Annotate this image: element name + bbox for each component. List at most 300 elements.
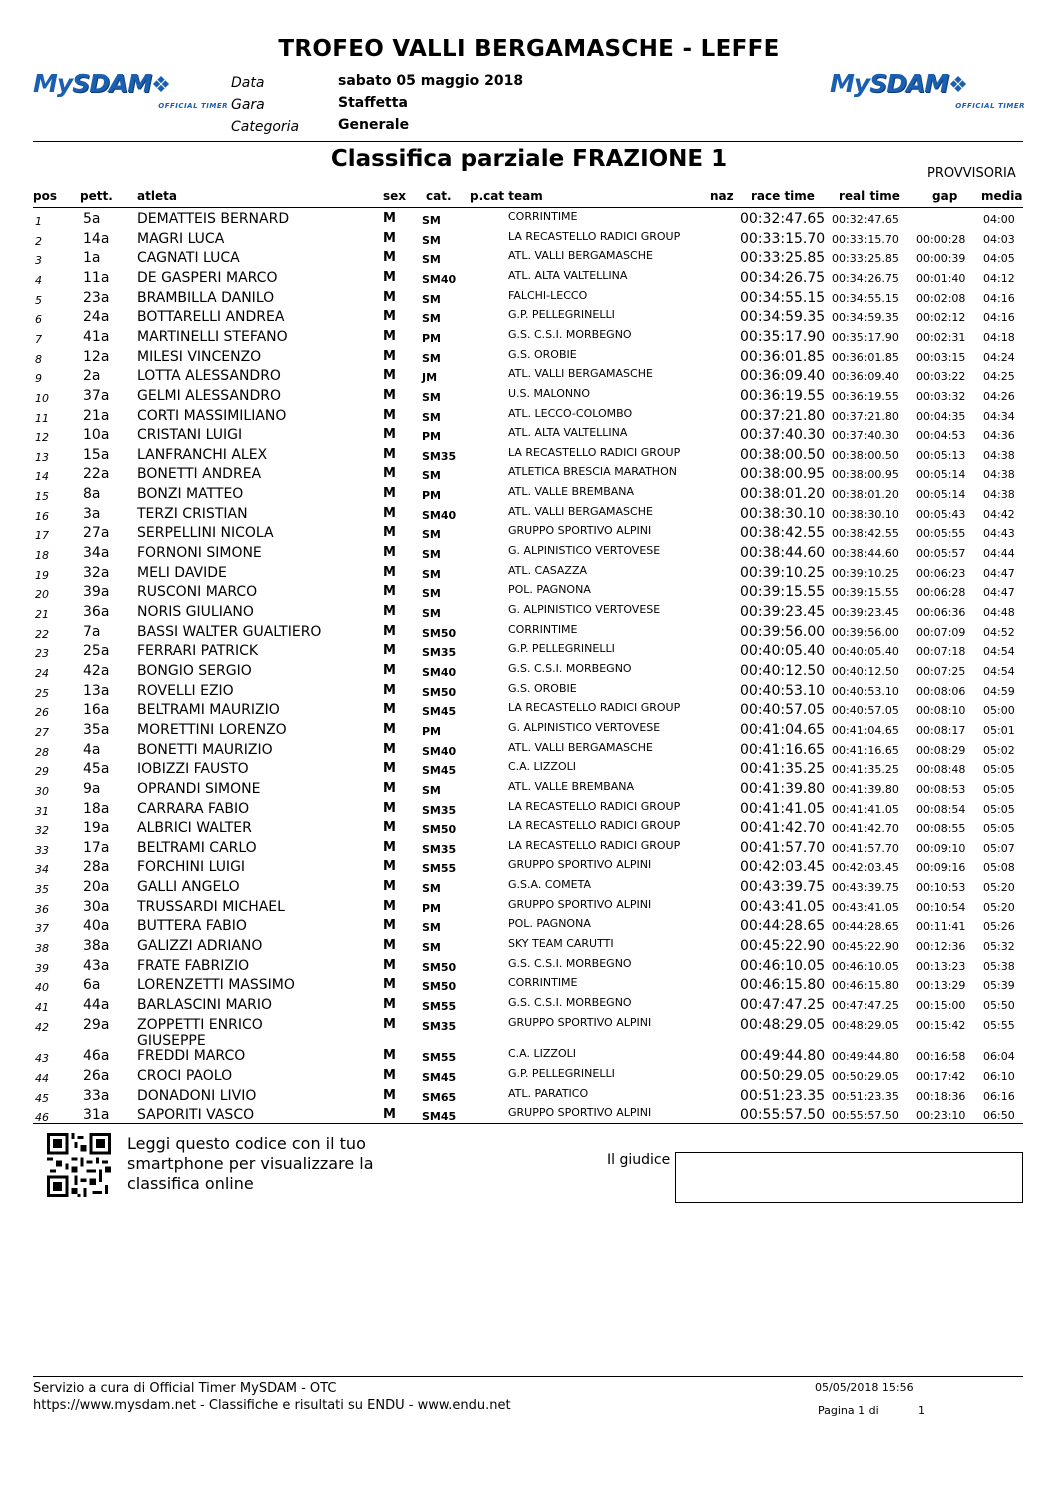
judge-signature-box (675, 1152, 1023, 1203)
row-gap: 00:05:55 (916, 527, 966, 541)
row-category: SM45 (422, 1070, 457, 1084)
row-gap: 00:02:12 (916, 311, 966, 325)
row-gap: 00:07:09 (916, 625, 966, 639)
row-race-time: 00:43:39.75 (740, 879, 826, 896)
table-row (0, 1067, 1058, 1087)
row-bib: 30a (83, 898, 110, 915)
row-race-time: 00:43:41.05 (740, 898, 826, 915)
row-team: G.P. PELLEGRINELLI (508, 1066, 615, 1080)
row-pos: 46 (35, 1111, 49, 1125)
row-pos: 12 (35, 431, 49, 445)
row-team: ATL. LECCO-COLOMBO (508, 406, 633, 420)
row-bib: 14a (83, 230, 110, 247)
row-team: G.P. PELLEGRINELLI (508, 642, 615, 656)
row-pos: 24 (35, 666, 49, 680)
row-race-time: 00:34:55.15 (740, 289, 826, 306)
row-category: SM (422, 882, 441, 896)
mysdam-logo-right: MySDAM❖ OFFICIAL TIMER (830, 69, 1025, 110)
table-row (0, 839, 1058, 859)
table-row (0, 800, 1058, 820)
table-row (0, 701, 1058, 721)
row-category: SM45 (422, 705, 457, 719)
row-category: SM (422, 607, 441, 620)
row-avg: 05:05 (983, 763, 1015, 777)
row-bib: 45a (83, 761, 110, 778)
row-team: G.S. C.S.I. MORBEGNO (508, 996, 632, 1009)
row-avg: 05:50 (983, 999, 1015, 1012)
row-bib: 17a (83, 839, 110, 856)
row-category: SM50 (422, 980, 457, 994)
table-row (0, 328, 1058, 348)
row-team: GRUPPO SPORTIVO ALPINI (508, 858, 652, 872)
col-header-sex: sex (383, 189, 407, 203)
row-bib: 35a (83, 721, 110, 738)
row-athlete: IOBIZZI FAUSTO (137, 761, 249, 778)
table-row (0, 407, 1058, 427)
race-label: Gara (231, 97, 265, 113)
row-pos: 22 (35, 627, 49, 641)
row-race-time: 00:38:42.55 (740, 525, 826, 542)
row-pos: 9 (35, 372, 42, 386)
row-real-time: 00:41:39.80 (832, 782, 899, 796)
row-gap: 00:08:53 (916, 782, 966, 796)
row-athlete: BOTTARELLI ANDREA (137, 309, 285, 326)
row-sex: M (383, 211, 396, 226)
row-sex: M (383, 780, 396, 796)
row-pos: 6 (35, 313, 42, 327)
table-row (0, 426, 1058, 446)
row-pos: 23 (35, 647, 49, 661)
col-header-gap: gap (932, 189, 958, 203)
col-header-avg: media (981, 189, 1023, 203)
row-race-time: 00:46:15.80 (740, 977, 826, 994)
row-sex: M (383, 839, 396, 855)
row-category: SM55 (422, 1051, 457, 1065)
row-team: G.S. C.S.I. MORBEGNO (508, 661, 632, 675)
row-real-time: 00:41:57.70 (832, 841, 899, 855)
row-athlete: CRISTANI LUIGI (137, 427, 243, 444)
row-gap: 00:15:00 (916, 999, 966, 1012)
row-bib: 15a (83, 446, 110, 463)
row-bib: 6a (83, 977, 101, 994)
row-athlete: MAGRI LUCA (137, 230, 225, 247)
row-sex: M (383, 584, 396, 600)
row-team: G.S. OROBIE (508, 681, 577, 695)
row-race-time: 00:36:01.85 (740, 348, 826, 365)
row-gap: 00:05:13 (916, 448, 966, 462)
row-avg: 04:44 (983, 547, 1015, 561)
row-athlete: OPRANDI SIMONE (137, 780, 261, 797)
row-real-time: 00:41:16.65 (832, 743, 899, 757)
table-row (0, 662, 1058, 682)
row-athlete: DE GASPERI MARCO (137, 269, 278, 286)
row-real-time: 00:36:01.85 (832, 350, 899, 364)
row-avg: 06:10 (983, 1069, 1015, 1083)
row-bib: 41a (83, 328, 110, 345)
row-bib: 21a (83, 407, 110, 424)
table-row (0, 996, 1058, 1016)
row-bib: 9a (83, 780, 101, 797)
row-category: SM55 (422, 862, 457, 876)
row-real-time: 00:34:55.15 (832, 291, 899, 305)
row-pos: 5 (35, 293, 42, 307)
row-category: SM40 (422, 744, 457, 758)
row-sex: M (383, 427, 396, 443)
row-athlete: BARLASCINI MARIO (137, 997, 272, 1013)
row-pos: 17 (35, 529, 49, 543)
row-team: LA RECASTELLO RADICI GROUP (508, 445, 681, 459)
table-row (0, 564, 1058, 584)
event-date: sabato 05 maggio 2018 (338, 73, 524, 89)
row-sex: M (383, 309, 396, 325)
row-gap: 00:18:36 (916, 1089, 966, 1103)
row-sex: M (383, 348, 396, 364)
row-real-time: 00:38:42.55 (832, 527, 899, 541)
row-sex: M (383, 250, 396, 266)
row-gap: 00:06:28 (916, 586, 966, 600)
row-pos: 2 (35, 234, 42, 248)
table-row (0, 1047, 1058, 1067)
row-gap: 00:05:57 (916, 547, 966, 561)
row-bib: 38a (83, 938, 110, 955)
row-athlete: FERRARI PATRICK (137, 643, 259, 660)
row-avg: 05:02 (983, 743, 1015, 757)
row-athlete: GELMI ALESSANDRO (137, 387, 281, 404)
row-sex: M (383, 623, 396, 639)
row-gap: 00:07:18 (916, 645, 966, 659)
row-pos: 21 (35, 608, 49, 621)
row-sex: M (383, 1087, 396, 1103)
row-team: G.P. PELLEGRINELLI (508, 308, 615, 322)
row-race-time: 00:39:56.00 (740, 623, 826, 640)
table-row (0, 524, 1058, 544)
results-title: Classifica parziale FRAZIONE 1 (330, 146, 728, 172)
row-team: ATL. ALTA VALTELLINA (508, 426, 628, 440)
row-athlete: BRAMBILLA DANILO (137, 289, 275, 306)
row-athlete: BONETTI MAURIZIO (137, 741, 273, 758)
row-athlete: MILESI VINCENZO (137, 348, 262, 365)
row-team: U.S. MALONNO (508, 386, 591, 400)
row-real-time: 00:47:47.25 (832, 999, 899, 1012)
row-pos: 26 (35, 706, 49, 720)
row-real-time: 00:45:22.90 (832, 940, 899, 954)
table-row (0, 249, 1058, 269)
row-sex: M (383, 662, 396, 678)
row-category: SM35 (422, 1019, 457, 1033)
row-sex: M (383, 721, 396, 737)
row-category: SM (422, 351, 441, 365)
table-row (0, 898, 1058, 918)
row-team: ATL. VALLI BERGAMASCHE (508, 504, 653, 518)
row-category: SM50 (422, 960, 457, 974)
row-race-time: 00:39:23.45 (740, 604, 826, 620)
col-header-pos: pos (33, 189, 57, 203)
row-athlete: DEMATTEIS BERNARD (137, 211, 290, 227)
table-row (0, 308, 1058, 328)
row-pos: 1 (35, 215, 42, 228)
row-athlete: GALIZZI ADRIANO (137, 938, 263, 955)
row-pos: 25 (35, 686, 49, 700)
row-race-time: 00:41:16.65 (740, 741, 826, 758)
row-gap: 00:13:23 (916, 959, 966, 973)
row-real-time: 00:43:41.05 (832, 900, 899, 914)
row-category: SM (422, 410, 441, 424)
row-athlete: MORETTINI LORENZO (137, 721, 287, 738)
row-race-time: 00:49:44.80 (740, 1048, 826, 1065)
row-pos: 16 (35, 509, 49, 523)
table-row (0, 210, 1058, 230)
date-label: Data (231, 75, 265, 91)
row-sex: M (383, 859, 396, 875)
row-race-time: 00:38:01.20 (740, 486, 826, 503)
row-gap: 00:04:35 (916, 409, 966, 423)
row-race-time: 00:36:09.40 (740, 368, 826, 385)
row-sex: M (383, 682, 396, 698)
row-team: G.S. C.S.I. MORBEGNO (508, 327, 632, 341)
table-row (0, 603, 1058, 623)
row-race-time: 00:47:47.25 (740, 997, 826, 1013)
row-team: LA RECASTELLO RADICI GROUP (508, 838, 681, 852)
row-bib: 32a (83, 564, 110, 581)
row-real-time: 00:37:21.80 (832, 409, 899, 423)
row-real-time: 00:48:29.05 (832, 1018, 899, 1032)
row-avg: 06:16 (983, 1089, 1015, 1103)
row-real-time: 00:41:41.05 (832, 802, 899, 816)
row-gap: 00:04:53 (916, 429, 966, 443)
row-pos: 31 (35, 804, 49, 818)
row-gap: 00:03:32 (916, 389, 966, 403)
qr-instruction-line2: smartphone per visualizzare la (127, 1154, 374, 1173)
row-avg: 04:47 (983, 566, 1015, 580)
row-team: CORRINTIME (508, 622, 578, 636)
row-athlete: CORTI MASSIMILIANO (137, 407, 287, 424)
row-category: SM (422, 214, 441, 227)
row-category: SM45 (422, 1110, 457, 1124)
event-race: Staffetta (338, 95, 408, 111)
row-real-time: 00:33:25.85 (832, 252, 899, 266)
row-race-time: 00:40:05.40 (740, 643, 826, 660)
table-row (0, 367, 1058, 387)
col-header-real-time: real time (839, 189, 900, 203)
row-race-time: 00:41:39.80 (740, 780, 826, 797)
row-athlete: MARTINELLI STEFANO (137, 328, 288, 345)
row-sex: M (383, 761, 396, 777)
row-team: GRUPPO SPORTIVO ALPINI (508, 897, 652, 911)
row-avg: 04:24 (983, 350, 1015, 364)
row-bib: 19a (83, 820, 110, 837)
footer-links[interactable]: https://www.mysdam.net - Classifiche e risultati su ENDU - www.endu.net (33, 1398, 511, 1413)
table-row (0, 741, 1058, 761)
row-team: LA RECASTELLO RADICI GROUP (508, 229, 681, 243)
row-avg: 04:54 (983, 664, 1015, 678)
footer-timestamp: 05/05/2018 15:56 (815, 1381, 914, 1394)
row-pos: 8 (35, 352, 42, 366)
table-row (0, 446, 1058, 466)
row-bib: 29a (83, 1016, 110, 1033)
row-athlete: BELTRAMI MAURIZIO (137, 702, 280, 719)
row-sex: M (383, 269, 396, 285)
table-row (0, 485, 1058, 505)
row-bib: 4a (83, 741, 101, 758)
table-row (0, 780, 1058, 800)
row-bib: 25a (83, 643, 110, 660)
row-athlete: BONZI MATTEO (137, 486, 244, 503)
row-real-time: 00:41:42.70 (832, 822, 899, 836)
mysdam-logo-left: MySDAM❖ OFFICIAL TIMER (33, 69, 228, 110)
qr-instruction-line3: classifica online (127, 1174, 254, 1193)
row-bib: 34a (83, 545, 110, 562)
row-race-time: 00:35:17.90 (740, 328, 826, 345)
row-race-time: 00:41:41.05 (740, 800, 826, 817)
row-gap: 00:03:22 (916, 370, 966, 384)
row-athlete: BASSI WALTER GUALTIERO (137, 623, 322, 640)
row-gap: 00:05:43 (916, 507, 966, 521)
row-team: ATL. CASAZZA (508, 563, 588, 577)
row-sex: M (383, 1107, 396, 1123)
row-sex: M (383, 1048, 396, 1064)
row-avg: 05:26 (983, 920, 1015, 934)
row-category: SM (422, 567, 441, 581)
row-bib: 39a (83, 584, 110, 601)
row-athlete: BUTTERA FABIO (137, 918, 247, 935)
row-gap: 00:00:39 (916, 252, 966, 266)
row-race-time: 00:37:40.30 (740, 427, 826, 444)
row-sex: M (383, 741, 396, 757)
table-row (0, 289, 1058, 309)
row-category: SM40 (422, 272, 457, 286)
row-avg: 04:12 (983, 271, 1015, 285)
row-bib: 22a (83, 466, 110, 483)
row-real-time: 00:35:17.90 (832, 330, 899, 344)
row-race-time: 00:40:12.50 (740, 662, 826, 679)
row-avg: 05:32 (983, 940, 1015, 954)
row-sex: M (383, 387, 396, 403)
row-real-time: 00:38:44.60 (832, 547, 899, 561)
row-gap: 00:10:53 (916, 881, 966, 895)
event-category: Generale (338, 117, 410, 133)
row-team: ATL. VALLI BERGAMASCHE (508, 740, 653, 754)
checkered-flag-icon: ❖ (948, 73, 967, 98)
row-category: PM (422, 724, 442, 738)
row-athlete: LORENZETTI MASSIMO (137, 977, 295, 994)
row-pos: 45 (35, 1091, 49, 1105)
table-row (0, 1015, 1058, 1049)
row-athlete: MELI DAVIDE (137, 564, 227, 581)
row-pos: 7 (35, 332, 42, 346)
row-real-time: 00:39:10.25 (832, 566, 899, 580)
row-pos: 15 (35, 490, 49, 504)
row-category: SM50 (422, 685, 457, 699)
row-pos: 37 (35, 922, 49, 936)
row-athlete: BELTRAMI CARLO (137, 839, 257, 856)
row-category: SM50 (422, 626, 457, 640)
row-bib: 37a (83, 387, 110, 404)
row-avg: 04:05 (983, 252, 1015, 266)
row-team: LA RECASTELLO RADICI GROUP (508, 799, 681, 813)
row-race-time: 00:55:57.50 (740, 1107, 826, 1124)
row-team: CORRINTIME (508, 210, 578, 223)
row-sex: M (383, 702, 396, 718)
row-category: SM (422, 253, 441, 267)
row-race-time: 00:50:29.05 (740, 1067, 826, 1084)
row-category: SM35 (422, 842, 457, 856)
row-pos: 44 (35, 1071, 49, 1085)
table-row (0, 269, 1058, 289)
row-team: G.S. C.S.I. MORBEGNO (508, 956, 632, 970)
row-pos: 40 (35, 981, 49, 995)
row-pos: 30 (35, 784, 49, 798)
row-race-time: 00:41:42.70 (740, 820, 826, 837)
row-category: SM (422, 312, 441, 326)
row-race-time: 00:41:04.65 (740, 721, 826, 738)
col-header-nat: naz (710, 189, 734, 203)
row-bib: 5a (83, 211, 101, 227)
row-category: SM40 (422, 508, 457, 522)
row-bib: 26a (83, 1067, 110, 1084)
row-sex: M (383, 407, 396, 423)
row-bib: 11a (83, 269, 110, 286)
row-real-time: 00:46:10.05 (832, 959, 899, 973)
row-athlete: CROCI PAOLO (137, 1067, 233, 1084)
row-avg: 04:42 (983, 507, 1015, 521)
row-sex: M (383, 525, 396, 541)
row-pos: 41 (35, 1001, 49, 1014)
row-real-time: 00:38:01.20 (832, 488, 899, 502)
row-category: JM (422, 371, 438, 385)
row-pos: 11 (35, 411, 49, 425)
table-row (0, 878, 1058, 898)
table-row (0, 505, 1058, 525)
table-row (0, 957, 1058, 977)
row-real-time: 00:34:59.35 (832, 311, 899, 325)
row-real-time: 00:39:23.45 (832, 606, 899, 619)
row-avg: 04:26 (983, 389, 1015, 403)
row-sex: M (383, 604, 396, 619)
row-avg: 04:18 (983, 330, 1015, 344)
row-team: ATLETICA BRESCIA MARATHON (508, 465, 677, 479)
row-athlete: SERPELLINI NICOLA (137, 525, 274, 542)
row-sex: M (383, 957, 396, 973)
row-gap: 00:08:10 (916, 704, 966, 718)
row-sex: M (383, 328, 396, 344)
row-team: POL. PAGNONA (508, 917, 591, 931)
row-sex: M (383, 997, 396, 1012)
row-race-time: 00:44:28.65 (740, 918, 826, 935)
row-real-time: 00:43:39.75 (832, 881, 899, 895)
row-pos: 13 (35, 450, 49, 464)
row-avg: 05:05 (983, 802, 1015, 816)
row-team: GRUPPO SPORTIVO ALPINI (508, 1106, 652, 1120)
row-sex: M (383, 918, 396, 934)
row-gap: 00:03:15 (916, 350, 966, 364)
row-real-time: 00:46:15.80 (832, 979, 899, 993)
row-avg: 04:36 (983, 429, 1015, 443)
row-athlete: TRUSSARDI MICHAEL (137, 898, 285, 915)
row-avg: 04:38 (983, 468, 1015, 482)
row-sex: M (383, 545, 396, 561)
row-pos: 28 (35, 745, 49, 759)
row-bib: 24a (83, 309, 110, 326)
row-sex: M (383, 898, 396, 914)
row-real-time: 00:41:35.25 (832, 763, 899, 777)
row-gap: 00:08:06 (916, 684, 966, 698)
row-sex: M (383, 879, 396, 895)
table-row (0, 583, 1058, 603)
row-gap: 00:08:17 (916, 723, 966, 737)
row-real-time: 00:34:26.75 (832, 271, 899, 285)
row-bib: 2a (83, 368, 101, 385)
row-avg: 06:04 (983, 1050, 1015, 1064)
